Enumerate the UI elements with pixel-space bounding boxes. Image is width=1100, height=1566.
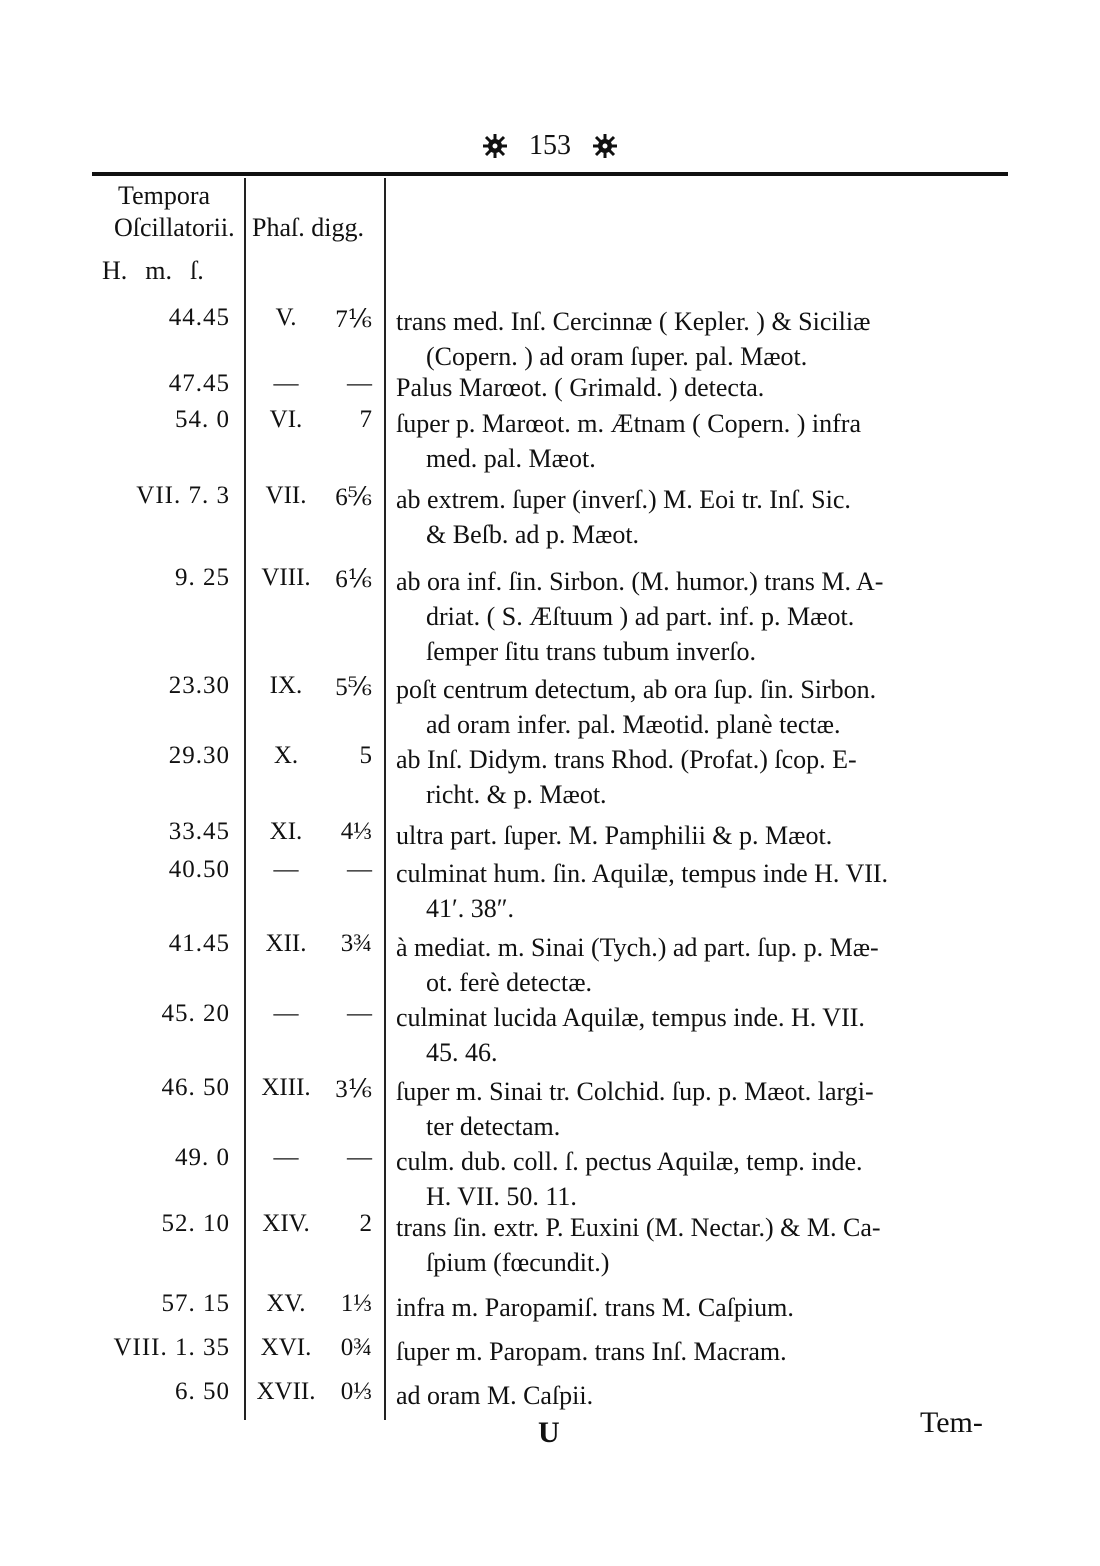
page-header [0, 128, 1100, 162]
left-ornament-icon [482, 133, 508, 159]
page: 153 Tempora Oſcillatorii. Phaſ. digg. H. m. ſ. 44.45 V. 7⅙ trans med. Inſ. Cercinnæ ( Kepler. ) & Siciliæ (Copern. ) ad oram ſuper. pal. Mæot. 47.45 — — Palus Marœot. ( Grimald. ) detecta. 54. 0 VI. 7 ſuper p. Marœot. m. Ætnam ( Copern. ) infra med. pal. Mæot. VII. 7. 3 VII. 6⅚ ab extrem. ſuper (inverſ.) M. Eoi tr. Inſ. Sic. & Beſb. ad p. Mæot. 9. 25 VIII. 6⅙ ab ora inf. ſin. Sirbon. (M. humor.) trans M. A- driat. ( S. Æſtuum ) ad part. inf. p. Mæot. ſemper ſitu trans tubum inverſo. 23.30 IX. 5⅚ poſt centrum detectum, ab ora ſup. ſin. Sirbon. ad oram infer. pal. Mæotid. planè tectæ. 29.30 X. 5 ab Inſ. Didym. trans Rhod. (Profat.) ſcop. E- richt. & p. Mæot. 33.45 XI. 4⅓ ultra part. ſuper. M. Pamphilii & p. Mæot. 40.50 — — culminat hum. ſin. Aquilæ, tempus inde H. VII. 41′. 38″. 41.45 XII. 3¾ à mediat. m. Sinai (Tych.) ad part. ſup. p. Mæ- ot. ferè detectæ. 45. 20 — — culminat lucida Aquilæ, tempus inde. H. VII. 45. 46. 46. 50 XIII. 3⅙ ſuper m. Sinai tr. Colchid. ſup. p. Mæot. largi- ter detectam. 49. 0 — — culm. dub. coll. ſ. pectus Aquilæ, temp. inde. H. VII. 50. 11. 52. 10 XIV. 2 trans ſin. extr. P. Euxini (M. Nectar.) & M. Ca- ſpium (fœcundit.) 57. 15 XV. 1⅓ infra m. Paropamiſ. trans M. Caſpium. VIII. 1. 35 XVI. 0¾ ſuper m. Paropam. trans Inſ. Macram. 6. 50 XVII. 0⅓ ad oram M. Caſpii. U Tem- [0, 0, 1100, 1566]
right-ornament-icon [592, 133, 618, 159]
column-divider-2 [384, 178, 386, 1420]
page-number: 153 [529, 129, 571, 161]
column-divider-1 [244, 178, 246, 1420]
header-rule [92, 172, 1008, 176]
phase-column-heading: Phaſ. digg. [252, 213, 364, 242]
catchword: Tem- [920, 1406, 983, 1439]
time-units: H. m. ſ. [102, 256, 204, 285]
time-column-heading: Tempora Oſcillatorii. [114, 181, 235, 242]
signature-mark: U [538, 1416, 560, 1449]
